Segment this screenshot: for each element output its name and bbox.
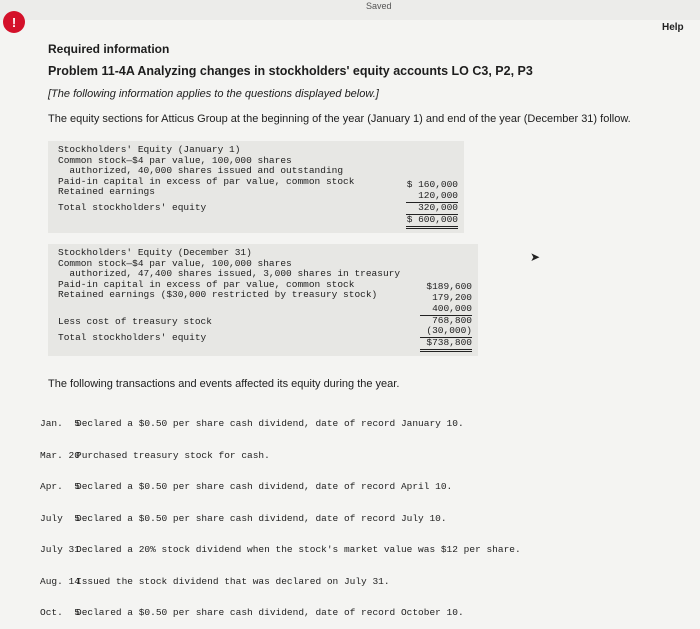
dec-line-treasury: Less cost of treasury stock — [58, 316, 212, 327]
transaction-text: Issued the stock dividend that was declared on July 31. — [76, 575, 390, 587]
equity-table-january — [48, 141, 464, 233]
transaction-date: Jan. 5 — [40, 418, 80, 429]
jan-line-retained: Retained earnings — [58, 186, 155, 197]
dec-line-retained: Retained earnings ($30,000 restricted by treasury stock) — [58, 289, 378, 300]
transaction-text: Declared a $0.50 per share cash dividend, date of record July 10. — [76, 512, 447, 524]
help-link[interactable]: Help — [662, 22, 684, 33]
transaction-row — [40, 545, 521, 556]
dec-line-common: Common stock—$4 par value, 100,000 shares — [58, 257, 292, 269]
jan-line-paid-in: Paid-in capital in excess of par value, common stock — [58, 175, 355, 187]
dec-value-retained: 400,000 — [420, 304, 472, 316]
transaction-text: Purchased treasury stock for cash. — [76, 449, 270, 461]
transactions-intro: The following transactions and events affected its equity during the year. — [48, 378, 400, 390]
alert-icon[interactable]: ! — [3, 11, 25, 33]
transaction-date: July 5 — [40, 512, 80, 524]
transactions-list — [40, 398, 521, 629]
transaction-text: Declared a 20% stock dividend when the stock's market value was $12 per share. — [76, 544, 521, 555]
mouse-cursor-icon: ➤ — [530, 250, 541, 264]
transaction-row — [40, 514, 521, 525]
dec-line-authorized: authorized, 47,400 shares issued, 3,000 shares in treasury — [58, 268, 401, 279]
jan-line-common: Common stock—$4 par value, 100,000 shares — [58, 154, 292, 166]
transaction-text: Declared a $0.50 per share cash dividend, date of record January 10. — [76, 418, 464, 429]
dec-line-paid-in: Paid-in capital in excess of par value, common stock — [58, 278, 355, 290]
transaction-date: Aug. 14 — [40, 575, 80, 587]
transaction-date: Apr. 5 — [40, 481, 80, 492]
equity-table-december — [48, 244, 478, 356]
dec-value-subtotal: 768,800 — [432, 314, 472, 326]
transaction-row — [40, 451, 521, 462]
jan-value-total: $ 600,000 — [406, 215, 458, 229]
jan-line-authorized: authorized, 40,000 shares issued and outstanding — [58, 165, 344, 176]
transaction-date: Oct. 5 — [40, 607, 80, 618]
transaction-date: July 31 — [40, 544, 80, 555]
dec-value-treasury: (30,000) — [420, 326, 472, 338]
jan-value-common: $ 160,000 — [406, 179, 458, 190]
info-note: [The following information applies to the questions displayed below.] — [48, 88, 379, 100]
required-info-heading: Required information — [48, 42, 170, 56]
dec-heading: Stockholders' Equity (December 31) — [58, 247, 252, 258]
jan-line-total: Total stockholders' equity — [58, 202, 207, 213]
jan-heading: Stockholders' Equity (January 1) — [58, 144, 241, 155]
dec-value-common: $189,600 — [426, 281, 472, 292]
jan-value-paid-in: 120,000 — [406, 191, 458, 203]
transaction-text: Declared a $0.50 per share cash dividend, date of record April 10. — [76, 481, 453, 492]
dec-line-total: Total stockholders' equity — [58, 332, 207, 343]
top-bar — [0, 0, 700, 20]
dec-value-paid-in: 179,200 — [432, 292, 472, 303]
transaction-row — [40, 608, 521, 619]
transaction-row — [40, 482, 521, 493]
transaction-date: Mar. 20 — [40, 449, 80, 461]
jan-value-retained: 320,000 — [406, 203, 458, 215]
dec-value-total: $738,800 — [420, 338, 472, 352]
transaction-row — [40, 419, 521, 430]
problem-title: Problem 11-4A Analyzing changes in stockholders' equity accounts LO C3, P2, P3 — [48, 64, 533, 78]
transaction-row — [40, 577, 521, 588]
saved-status: Saved — [366, 1, 392, 11]
intro-text: The equity sections for Atticus Group at the beginning of the year (January 1) and end of the year (December 31) follow. — [48, 113, 631, 125]
transaction-text: Declared a $0.50 per share cash dividend, date of record October 10. — [76, 607, 464, 618]
